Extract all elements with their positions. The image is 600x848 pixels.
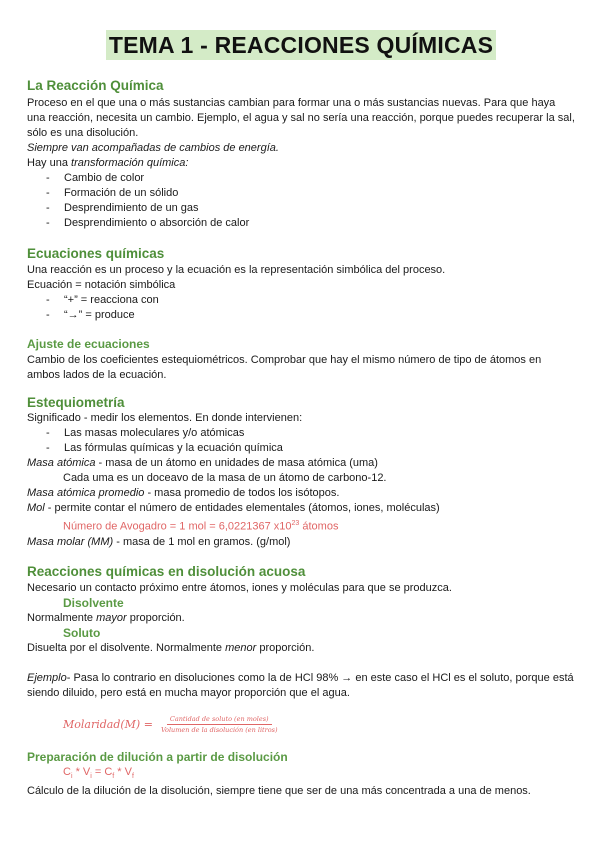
heading-estequiometria: Estequiometría — [27, 395, 125, 410]
energy-note — [27, 141, 575, 156]
ajuste-para: Cambio de los coeficientes estequiométricos. Comprobar que hay el mismo número de tipo de átomos en ambos lados de la ecuación. — [27, 354, 542, 381]
disolvente-line — [27, 611, 575, 626]
section-dilucion — [27, 750, 575, 799]
molaridad-numerator: Cantidad de soluto (en moles) — [167, 715, 272, 725]
masa-atomica-sub: Cada uma es un doceavo de la masa de un átomo de carbono-12. — [63, 472, 387, 484]
ejemplo-text: - Pasa lo contrario en disoluciones como la de HCl 98% → en este caso el HCl es el soluto, porque está siendo diluido, pero está en mucha mayor proporción que el agua. — [27, 671, 574, 699]
disolvente-b: mayor — [96, 611, 127, 624]
soluto-b: menor — [225, 641, 257, 654]
soluto-c: proporción. — [256, 641, 315, 654]
section-estequiometria — [27, 395, 575, 550]
heading-ajuste: Ajuste de ecuaciones — [27, 337, 150, 351]
energy-note-text: Siempre van acompañadas de cambios de energía. — [27, 142, 279, 154]
transformacion-intro — [27, 156, 575, 171]
ecuaciones-list — [27, 293, 575, 323]
avogadro-b: átomos — [299, 520, 339, 533]
masa-molar-term: Masa molar (MM) — [27, 535, 114, 548]
transformacion-intro-a: Hay una — [27, 157, 72, 169]
mol-def: - permite contar el número de entidades elementales (átomos, iones, moléculas) — [44, 502, 440, 514]
list-item: - Desprendimiento o absorción de calor — [27, 216, 575, 231]
formula-mid2: * V — [114, 765, 132, 778]
formula-i2: i — [90, 772, 92, 780]
molaridad-lhs: Molaridad(M) = — [63, 717, 153, 731]
disolucion-para: Necesario un contacto próximo entre átomos, iones y moléculas para que se produzca. — [27, 581, 452, 594]
molaridad-fraction — [161, 715, 278, 734]
list-item: - Desprendimiento de un gas — [27, 201, 575, 216]
mol-line — [27, 501, 575, 516]
masa-promedio-term: Masa atómica promedio — [27, 487, 145, 499]
heading-soluto: Soluto — [63, 625, 101, 640]
ejemplo-term: Ejemplo — [27, 671, 67, 684]
list-item: - Cambio de color — [27, 171, 575, 186]
disolvente-c: proporción. — [126, 611, 185, 624]
masa-promedio-line — [27, 486, 575, 501]
heading-disolvente: Disolvente — [63, 595, 124, 610]
ejemplo-para — [27, 671, 575, 701]
estequiometria-list — [27, 426, 575, 456]
list-item: - Las masas moleculares y/o atómicas — [27, 426, 575, 441]
heading-dilucion: Preparación de dilución a partir de disolución — [27, 749, 288, 764]
section-disolucion-acuosa — [27, 564, 575, 734]
section-ajuste — [27, 337, 575, 383]
section-ecuaciones — [27, 246, 575, 323]
disolvente-a: Normalmente — [27, 611, 97, 624]
soluto-a: Disuelta por el disolvente. Normalmente — [27, 641, 226, 654]
heading-reaccion-quimica: La Reacción Química — [27, 78, 164, 93]
masa-promedio-def: - masa promedio de todos los isótopos. — [144, 487, 340, 499]
dilucion-para: Cálculo de la dilución de la disolución, siempre tiene que ser de una más concentrada a una de menos. — [27, 784, 531, 797]
masa-atomica-term: Masa atómica — [27, 457, 96, 469]
formula-f2: f — [131, 772, 134, 780]
avogadro-exp: 23 — [291, 520, 300, 527]
formula-f1: f — [112, 772, 115, 780]
avogadro-line — [27, 516, 575, 535]
molaridad-formula — [63, 715, 575, 734]
title-wrap — [27, 30, 575, 60]
reaccion-definition: Proceso en el que una o más sustancias cambian para formar una o más sustancias nuevas. Para que haya una reacción, necesita un cambio. Ejemplo, el agua y sal no sería una reacción, porque puedes recuperar la sal, sólo es una disolución. — [27, 97, 575, 139]
formula-c1: C — [63, 765, 71, 778]
masa-molar-line — [27, 535, 575, 550]
list-item: - “+” = reacciona con — [27, 293, 575, 308]
ecuaciones-para2: Ecuación = notación simbólica — [27, 279, 176, 291]
list-item: - “→” = produce — [27, 308, 575, 323]
estequiometria-para: Significado - medir los elementos. En donde intervienen: — [27, 412, 303, 424]
formula-i1: i — [70, 772, 73, 780]
avogadro-a: Número de Avogadro = 1 mol = 6,0221367 x10 — [63, 520, 292, 533]
soluto-line — [27, 641, 575, 656]
formula-mid1: * V — [72, 765, 91, 778]
heading-ecuaciones: Ecuaciones químicas — [27, 246, 165, 261]
ecuaciones-para1: Una reacción es un proceso y la ecuación es la representación simbólica del proceso. — [27, 264, 446, 276]
masa-molar-def: - masa de 1 mol en gramos. (g/mol) — [113, 535, 291, 548]
document-title: TEMA 1 - REACCIONES QUÍMICAS — [106, 30, 496, 60]
transformacion-intro-b: transformación química: — [71, 157, 189, 169]
document-page — [27, 0, 575, 799]
mol-term: Mol — [27, 502, 45, 514]
masa-atomica-def: - masa de un átomo en unidades de masa atómica (uma) — [95, 457, 378, 469]
formula-eq: = C — [91, 765, 113, 778]
transformacion-list — [27, 171, 575, 231]
dilucion-formula — [27, 765, 575, 784]
list-item: - Las fórmulas químicas y la ecuación química — [27, 441, 575, 456]
heading-disolucion-acuosa: Reacciones químicas en disolución acuosa — [27, 563, 306, 579]
list-item: - Formación de un sólido — [27, 186, 575, 201]
section-reaccion-quimica — [27, 78, 575, 231]
molaridad-denominator: Volumen de la disolución (en litros) — [160, 725, 278, 734]
masa-atomica-line — [27, 456, 575, 471]
